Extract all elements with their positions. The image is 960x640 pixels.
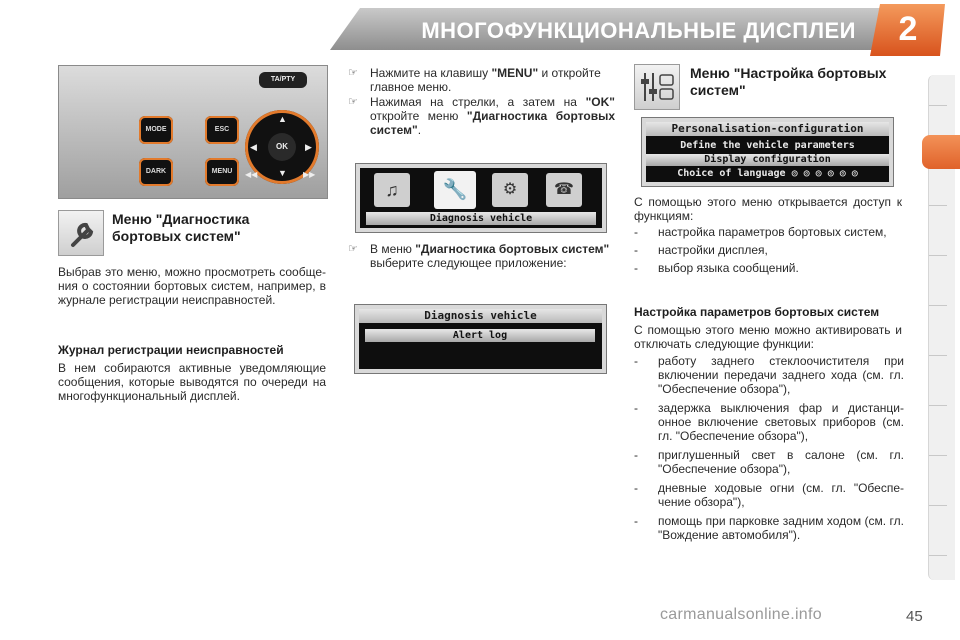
seek-back-icon: ◀◀ — [245, 170, 258, 179]
screen-title: Diagnosis vehicle — [359, 309, 602, 323]
list-item: - помощь при парковке задним ходом (см. гл. "Вождение автомобиля"). — [634, 514, 904, 542]
sliders-icon — [635, 65, 679, 109]
fault-log-text: В нем собираются активные уведомляющие сообщения, которые выводятся по очереди на многофункциональный дисплей. — [58, 361, 326, 403]
chapter-number: 2 — [898, 10, 918, 48]
control-panel-image — [58, 65, 328, 199]
phone-icon: ☎ — [546, 173, 582, 207]
diagnostics-menu-heading: Меню "Диагностика бортовых систем" — [112, 211, 250, 244]
arrow-down-icon: ▼ — [278, 168, 287, 178]
watermark: carmanualsonline.info — [660, 606, 822, 623]
arrow-up-icon: ▲ — [278, 114, 287, 124]
arrow-right-icon: ▶ — [305, 142, 312, 152]
list-item: - работу заднего стеклоочистителя при включении передачи заднего хода (см. гл. "Обеспечение обзора"), — [634, 354, 904, 396]
screen-item: Define the vehicle parameters — [680, 140, 855, 151]
screen-selected-label: Diagnosis vehicle — [366, 212, 596, 225]
screen-selected-item: Alert log — [365, 329, 595, 342]
active-chapter-tab[interactable] — [922, 135, 960, 169]
list-item: - выбор языка сообщений. — [634, 261, 799, 275]
list-item: - настройка параметров бортовых систем, — [634, 225, 887, 239]
seek-forward-icon: ▶▶ — [303, 170, 316, 179]
step-bullet-icon: ☞ — [348, 96, 358, 108]
screen-selected-item: Display configuration — [646, 154, 889, 166]
language-flags-icon: ◎ ◎ ◎ ◎ ◎ ◎ — [785, 168, 858, 179]
step-1: Нажмите на клавишу "MENU" и откройте главное меню. — [370, 66, 601, 94]
diagnostics-intro: Выбрав это меню, можно просмотреть сообще-ния о состоянии бортовых систем, например, в журнале регистрации неисправностей. — [58, 265, 326, 307]
mode-key: MODE — [139, 116, 173, 144]
settings-intro: С помощью этого меню открывается доступ к функциям: — [634, 195, 902, 223]
page-header — [0, 0, 960, 60]
step-bullet-icon: ☞ — [348, 243, 358, 255]
list-item: - настройки дисплея, — [634, 243, 768, 257]
chapter-badge — [878, 4, 938, 60]
ta-pty-key: TA/PTY — [259, 72, 307, 88]
list-item: - задержка выключения фар и дистанци-онное включение световых приборов (см. гл. "Обеспечение обзора"), — [634, 401, 904, 443]
wrench-icon — [59, 211, 103, 255]
page-title: МНОГОФУНКЦИОНАЛЬНЫЕ ДИСПЛЕИ — [421, 18, 856, 43]
fault-log-heading: Журнал регистрации неисправностей — [58, 343, 284, 357]
page-number: 45 — [906, 608, 923, 625]
esc-key: ESC — [205, 116, 239, 144]
params-list — [634, 354, 904, 547]
step-2: Нажимая на стрелки, а затем на "OK" откройте меню "Диагностика бортовых систем". — [370, 95, 615, 137]
step-bullet-icon: ☞ — [348, 67, 358, 79]
step-3: В меню "Диагностика бортовых систем" выберите следующее приложение: — [370, 242, 610, 270]
audio-icon: ♫ — [374, 173, 410, 207]
settings-screen — [641, 117, 894, 187]
function-list — [634, 225, 902, 279]
screen-item: Choice of language ◎ ◎ ◎ ◎ ◎ ◎ — [677, 168, 858, 179]
wrench-icon: 🔧 — [434, 171, 476, 209]
params-heading: Настройка параметров бортовых систем — [634, 305, 880, 319]
list-item: - приглушенный свет в салоне (см. гл. "Обеспечение обзора"), — [634, 448, 904, 476]
screen-title: Personalisation-configuration — [646, 122, 889, 136]
settings-icon: ⚙ — [492, 173, 528, 207]
diagnostics-menu-icon — [58, 210, 104, 256]
dark-key: DARK — [139, 158, 173, 186]
settings-menu-heading: Меню "Настройка бортовых систем" — [690, 65, 887, 98]
arrow-left-icon: ◀ — [250, 142, 257, 152]
settings-menu-icon — [634, 64, 680, 110]
main-menu-screen — [355, 163, 607, 233]
list-item: - дневные ходовые огни (см. гл. "Обеспе-чение обзора"), — [634, 481, 904, 509]
params-intro: С помощью этого меню можно активировать и отключать следующие функции: — [634, 323, 902, 351]
menu-key: MENU — [205, 158, 239, 186]
ok-key: OK — [268, 133, 296, 161]
diagnosis-submenu-screen — [354, 304, 607, 374]
